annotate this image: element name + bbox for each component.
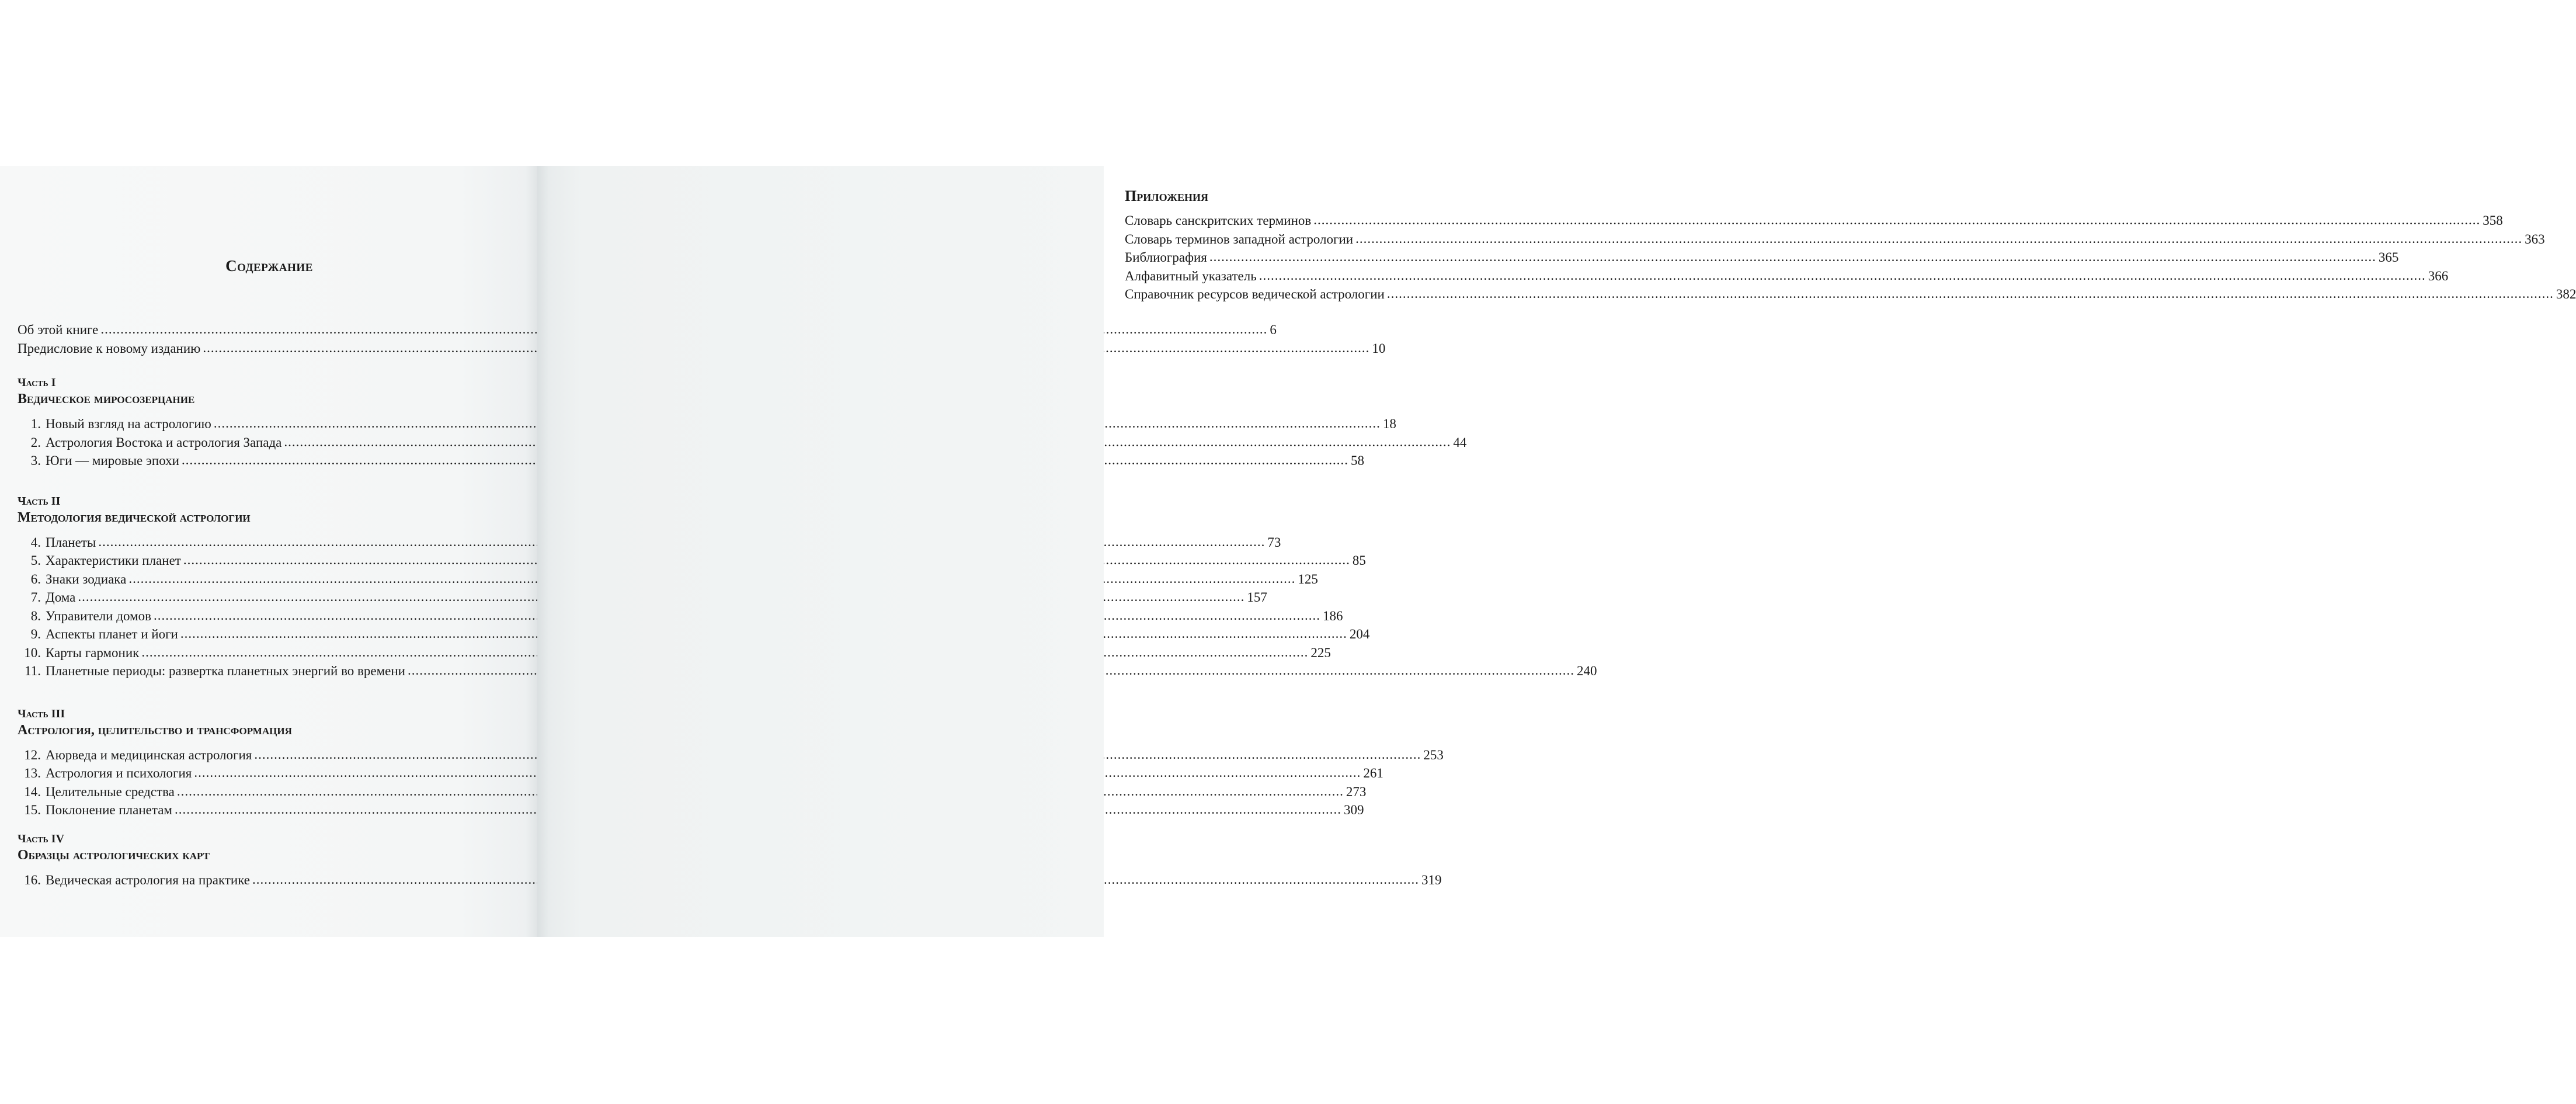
part-label: Часть III — [18, 707, 65, 720]
chapter-number: 9. — [30, 627, 41, 641]
entry-page: 58 — [1350, 453, 1364, 468]
entry-page: 44 — [1453, 435, 1467, 450]
chapter-number: 6. — [30, 571, 41, 586]
dot-leader — [1387, 284, 2554, 303]
entry-page: 225 — [1310, 645, 1331, 660]
entry-page: 363 — [2525, 231, 2545, 247]
toc-entry — [18, 551, 1366, 570]
front-matter — [18, 321, 1386, 357]
entry-label: Библиография — [1125, 250, 1207, 265]
entry-label: Карты гармоник — [46, 645, 140, 660]
entry-page: 309 — [1343, 803, 1364, 817]
part-1 — [18, 375, 1467, 470]
entry-label: Целительные средства — [46, 784, 175, 799]
toc-entry — [18, 452, 1364, 470]
toc-entry — [18, 764, 1383, 783]
toc-entry — [1125, 267, 2449, 286]
entry-label: Аюрведа и медицинская астрология — [46, 747, 252, 762]
part-4 — [18, 831, 1442, 890]
entry-label: Новый взгляд на астрологию — [46, 416, 211, 431]
toc-entry — [18, 321, 1277, 339]
book-spread — [0, 166, 2576, 937]
entry-page: 319 — [1421, 872, 1442, 887]
toc-entry — [18, 783, 1367, 801]
toc-entry — [1125, 230, 2545, 249]
toc-entry — [18, 533, 1281, 552]
entry-page: 382 — [2556, 287, 2576, 301]
entry-page: 204 — [1349, 627, 1370, 641]
entry-label: Характеристики планет — [46, 553, 181, 568]
toc-entry — [1125, 211, 2503, 230]
chapter-number: 2. — [30, 435, 41, 450]
entry-label: Справочник ресурсов ведической астрологии — [1125, 287, 1385, 301]
part-title: Образцы астрологических карт — [18, 847, 210, 863]
chapter-number: 1. — [30, 416, 41, 431]
entry-page: 85 — [1352, 553, 1366, 568]
entry-page: 186 — [1322, 608, 1343, 623]
toc-right-content — [1125, 187, 2576, 304]
toc-entry — [1125, 285, 2576, 304]
entry-label: Планетные периоды: развертка планетных энергий во времени — [46, 664, 405, 678]
book-gutter — [526, 166, 549, 937]
entry-page: 358 — [2483, 213, 2503, 228]
toc-entry — [18, 625, 1370, 644]
entry-page: 73 — [1267, 534, 1281, 550]
entry-label: Астрология и психология — [46, 766, 192, 780]
dot-leader — [1209, 248, 2376, 266]
entry-label: Планеты — [46, 534, 96, 550]
entry-label: Об этой книге — [18, 322, 99, 337]
entry-page: 6 — [1270, 322, 1277, 337]
toc-entry — [18, 588, 1267, 607]
toc-entry — [18, 415, 1396, 433]
entry-page: 10 — [1372, 341, 1386, 356]
toc-entry — [18, 607, 1343, 626]
entry-label: Знаки зодиака — [46, 571, 127, 586]
chapter-number: 14. — [24, 784, 41, 799]
part-label: Часть I — [18, 376, 56, 389]
chapter-number: 5. — [30, 553, 41, 568]
entry-page: 125 — [1298, 571, 1318, 586]
entry-label: Поклонение планетам — [46, 803, 172, 817]
entry-page: 157 — [1247, 590, 1267, 605]
part-label: Часть IV — [18, 832, 65, 845]
dot-leader — [1313, 211, 2480, 230]
entry-page: 240 — [1576, 664, 1597, 678]
chapter-number: 15. — [24, 803, 41, 817]
chapter-number: 12. — [24, 747, 41, 762]
entry-label: Дома — [46, 590, 76, 605]
part-3 — [18, 706, 1444, 820]
part-label: Часть II — [18, 494, 61, 508]
toc-entry — [18, 662, 1597, 681]
part-title: Ведическое миросозерцание — [18, 391, 195, 407]
toc-entry — [18, 801, 1364, 820]
chapter-number: 13. — [24, 766, 41, 780]
part-2 — [18, 494, 1597, 681]
toc-entry — [18, 644, 1331, 662]
entry-label: Ведическая астрология на практике — [46, 872, 250, 887]
entry-label: Словарь терминов западной астрологии — [1125, 231, 1354, 247]
chapter-number: 8. — [30, 608, 41, 623]
entry-label: Юги — мировые эпохи — [46, 453, 179, 468]
dot-leader — [1259, 266, 2426, 285]
chapter-number: 4. — [30, 534, 41, 550]
entry-page: 253 — [1423, 747, 1444, 762]
chapter-number: 16. — [24, 872, 41, 887]
toc-entry — [18, 339, 1386, 358]
part-title: Астрология, целительство и трансформация — [18, 722, 292, 738]
appendices-title: Приложения — [1125, 188, 1208, 204]
toc-entry — [1125, 248, 2399, 267]
chapter-number: 10. — [24, 645, 41, 660]
entry-page: 365 — [2378, 250, 2399, 265]
entry-label: Астрология Востока и астрология Запада — [46, 435, 282, 450]
entry-page: 18 — [1382, 416, 1396, 431]
part-title: Методология ведической астрологии — [18, 509, 251, 525]
entry-label: Управители домов — [46, 608, 151, 623]
toc-entry — [18, 433, 1467, 452]
entry-page: 366 — [2428, 268, 2449, 283]
entry-label: Предисловие к новому изданию — [18, 341, 201, 356]
entry-label: Аспекты планет и йоги — [46, 627, 178, 641]
toc-entry — [18, 746, 1444, 765]
entry-label: Словарь санскритских терминов — [1125, 213, 1312, 228]
toc-entry — [18, 570, 1318, 589]
chapter-number: 11. — [25, 664, 41, 678]
chapter-number: 7. — [30, 590, 41, 605]
toc-entry — [18, 871, 1442, 890]
chapter-number: 3. — [30, 453, 41, 468]
entry-page: 261 — [1363, 766, 1383, 780]
entry-label: Алфавитный указатель — [1125, 268, 1257, 283]
entry-page: 273 — [1346, 784, 1367, 799]
toc-title: Содержание — [225, 257, 313, 275]
dot-leader — [1355, 230, 2522, 248]
